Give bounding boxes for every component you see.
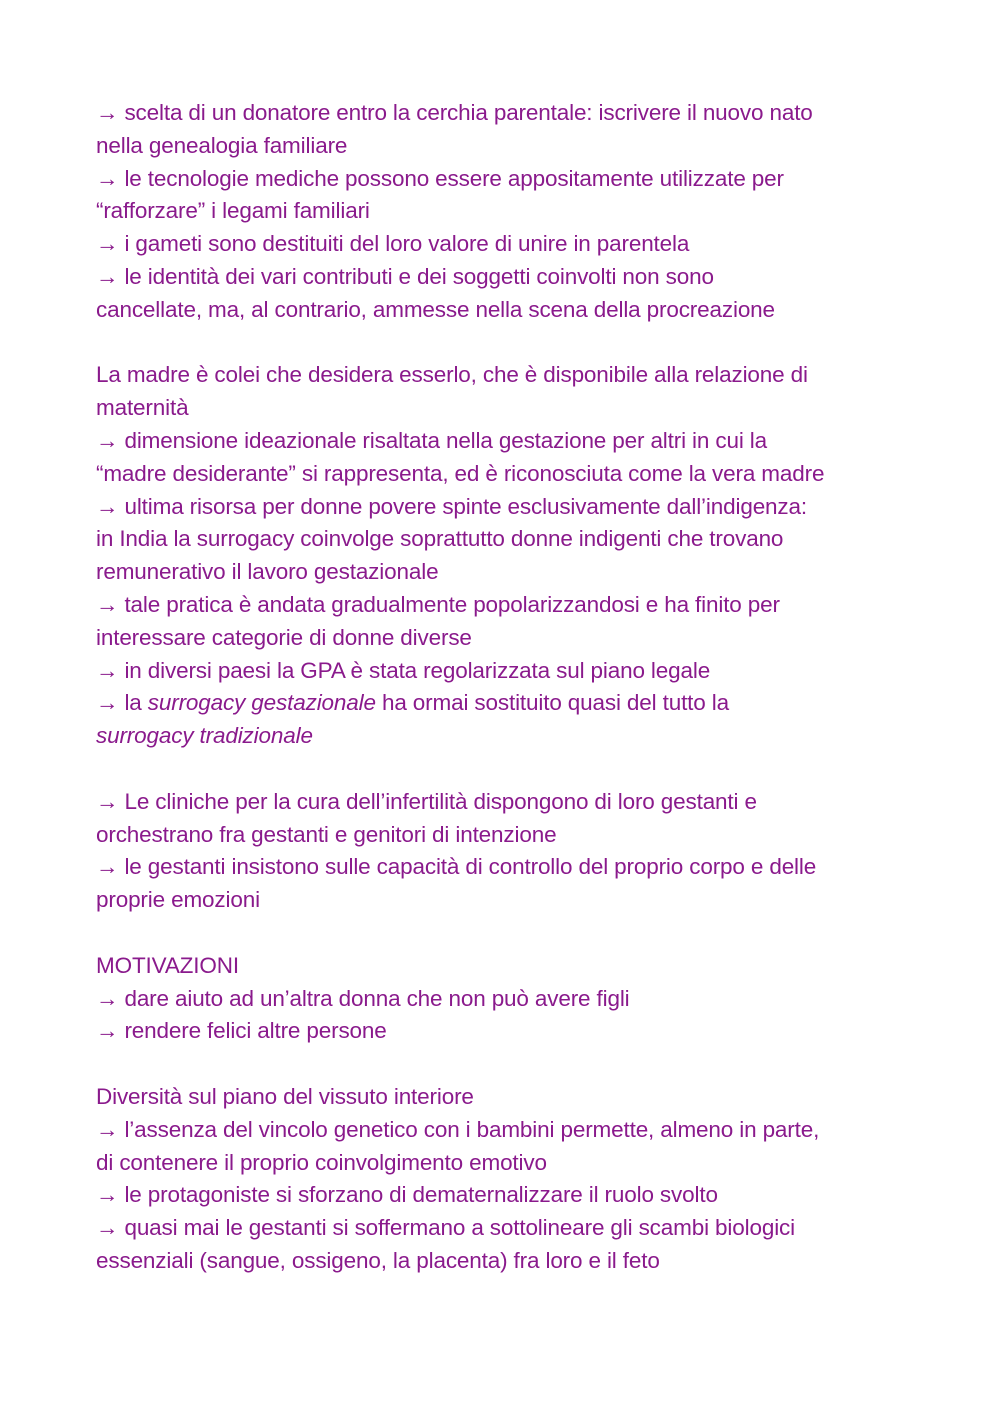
text-line: cancellate, ma, al contrario, ammesse nella scena della procreazione [96,296,775,322]
paragraph-donor-kinship [96,97,916,327]
text-line: remunerativo il lavoro gestazionale [96,559,439,585]
document-body [96,97,916,1278]
paragraph-gap [96,1048,916,1081]
text-line: → dare aiuto ad un’altra donna che non può avere figli [96,985,630,1011]
text-line: nella genealogia familiare [96,132,348,158]
text-fragment: ha ormai sostituito quasi del tutto la [375,690,729,716]
paragraph-gap [96,327,916,360]
text-line: → ultima risorsa per donne povere spinte esclusivamente dall’indigenza: [96,493,807,519]
text-line: → Le cliniche per la cura dell’infertilità dispongono di loro gestanti e [96,788,757,814]
text-line: La madre è colei che desidera esserlo, che è disponibile alla relazione di [96,362,808,388]
paragraph-clinics [96,786,916,917]
text-line: proprie emozioni [96,887,260,913]
section-heading: Diversità sul piano del vissuto interiore [96,1083,474,1109]
text-line: → dimensione ideazionale risaltata nella gestazione per altri in cui la [96,427,767,453]
text-line: → le tecnologie mediche possono essere appositamente utilizzate per [96,165,784,191]
paragraph-gap [96,753,916,786]
text-line: orchestrano fra gestanti e genitori di intenzione [96,821,557,847]
text-line: → i gameti sono destituiti del loro valore di unire in parentela [96,231,690,257]
text-line: in India la surrogacy coinvolge soprattutto donne indigenti che trovano [96,526,784,552]
section-heading: MOTIVAZIONI [96,952,239,978]
text-line: → scelta di un donatore entro la cerchia parentale: iscrivere il nuovo nato [96,100,813,125]
text-line: essenziali (sangue, ossigeno, la placenta) fra loro e il feto [96,1247,660,1273]
text-line: → le protagoniste si sforzano di dematernalizzare il ruolo svolto [96,1182,718,1208]
text-line: → rendere felici altre persone [96,1018,387,1044]
text-line: di contenere il proprio coinvolgimento emotivo [96,1149,547,1175]
text-line-mixed [96,687,916,720]
paragraph-gap [96,917,916,950]
text-line-italic [96,720,916,753]
text-line: → l’assenza del vincolo genetico con i bambini permette, almeno in parte, [96,1116,820,1142]
text-line: interessare categorie di donne diverse [96,624,472,650]
paragraph-inner-experience [96,1081,916,1278]
paragraph-motivations [96,950,916,1048]
text-line: → tale pratica è andata gradualmente popolarizzandosi e ha finito per [96,591,780,617]
text-line: maternità [96,395,189,421]
text-line: “madre desiderante” si rappresenta, ed è riconosciuta come la vera madre [96,460,825,486]
text-line: → le identità dei vari contributi e dei soggetti coinvolti non sono [96,263,714,289]
text-line: → quasi mai le gestanti si soffermano a sottolineare gli scambi biologici [96,1215,795,1241]
text-line: → in diversi paesi la GPA è stata regolarizzata sul piano legale [96,657,711,683]
text-fragment: → la [96,690,148,716]
italic-term: surrogacy tradizionale [96,723,313,749]
italic-term: surrogacy gestazionale [147,690,376,716]
text-line: “rafforzare” i legami familiari [96,198,370,224]
paragraph-mother-definition [96,359,916,753]
text-line: → le gestanti insistono sulle capacità di controllo del proprio corpo e delle [96,854,817,880]
